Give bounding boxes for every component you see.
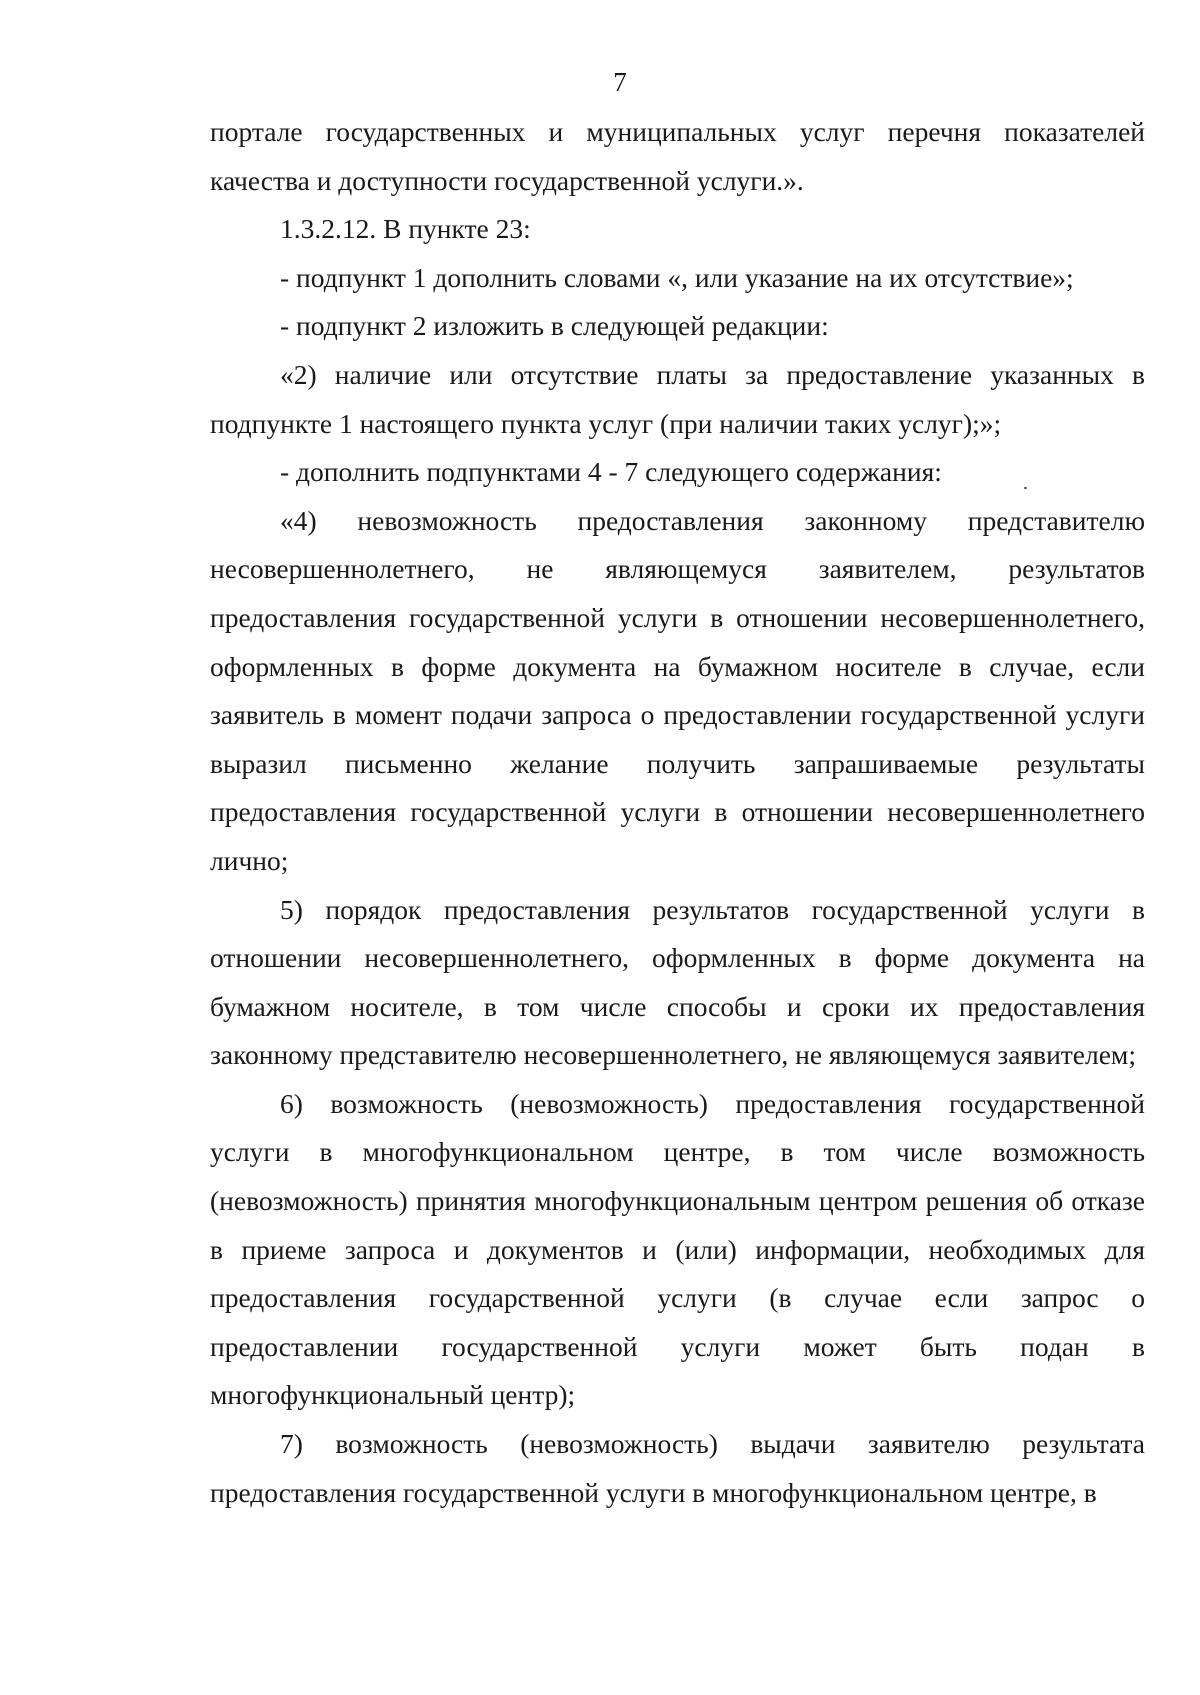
- paragraph-clause-heading: 1.3.2.12. В пункте 23:: [280, 213, 531, 245]
- paragraph-amendment-1: - подпункт 1 дополнить словами «, или указание на их отсутствие»;: [280, 261, 1074, 293]
- paragraph-subclause-6: 6) возможность (невозможность) предоставления государственной услуги в многофункциональном центре, в том числе возможность (невозможность) принятия многофункциональным центром решения об отказе в приеме запроса и документов и (или) информации, необходимых для предоставления государственной услуги (в случае если запрос о предоставлении государственной услуги может быть подан в многофункциональный центр);: [210, 1087, 1145, 1411]
- paragraph-amendment-2: - подпункт 2 изложить в следующей редакции:: [280, 310, 829, 342]
- paragraph-subclause-5: 5) порядок предоставления результатов государственной услуги в отношении несовершеннолетнего, оформленных в форме документа на бумажном носителе, в том числе способы и сроки их предоставления законному представителю несовершеннолетнего, не являющемуся заявителем;: [210, 893, 1145, 1071]
- paragraph-subclause-7: 7) возможность (невозможность) выдачи заявителю результата предоставления государственной услуги в многофункциональном центре, в: [210, 1428, 1145, 1508]
- document-body: [210, 108, 1145, 1517]
- scan-speck: [1024, 487, 1027, 489]
- paragraph-continuation: порталe государственных и муниципальных услуг перечня показателей качества и доступности государственной услуги.».: [210, 116, 1145, 196]
- paragraph-amendment-3: - дополнить подпунктами 4 - 7 следующего содержания:: [280, 456, 942, 488]
- paragraph-subclause-2: «2) наличие или отсутствие платы за предоставление указанных в подпункте 1 настоящего пункта услуг (при наличии таких услуг);»;: [210, 358, 1145, 439]
- paragraph-subclause-4: «4) невозможность предоставления законному представителю несовершеннолетнего, не являющемуся заявителем, результатов предоставления государственной услуги в отношении несовершеннолетнего, оформленных в форме документа на бумажном носителе в случае, если заявитель в момент подачи запроса о предоставлении государственной услуги выразил письменно желание получить запрашиваемые результаты предоставления государственной услуги в отношении несовершеннолетнего лично;: [210, 504, 1145, 876]
- page-number: 7: [613, 67, 627, 97]
